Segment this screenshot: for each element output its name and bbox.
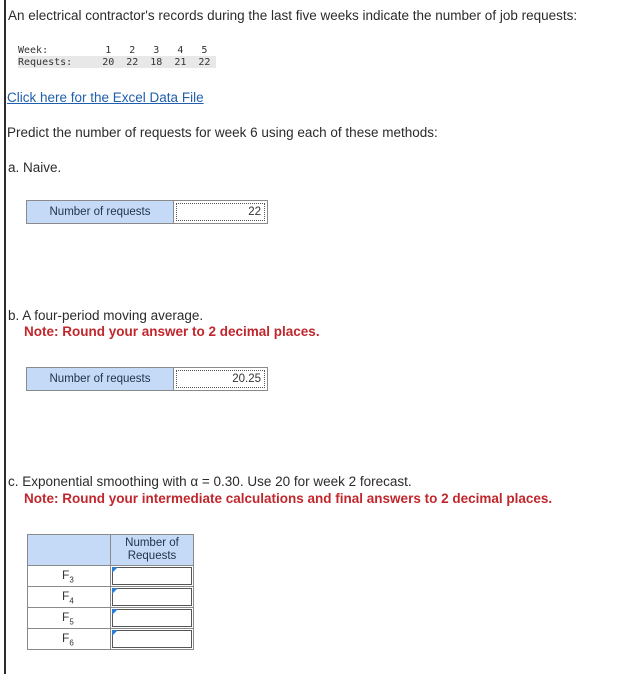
week-cell: 3: [153, 44, 160, 56]
input-flag-icon: [112, 609, 118, 615]
part-b-note: Note: Round your answer to 2 decimal places.: [24, 324, 320, 339]
es-header-row: [28, 535, 194, 566]
es-label-base: F: [62, 567, 70, 582]
es-row-label: [28, 566, 111, 587]
es-input-box[interactable]: [112, 630, 192, 648]
es-label-base: F: [62, 609, 70, 624]
es-input-f5[interactable]: [111, 608, 194, 629]
es-label-sub: 5: [69, 617, 74, 627]
es-input-f4[interactable]: [111, 587, 194, 608]
question-prompt: Predict the number of requests for week 6 using each of these methods:: [7, 125, 438, 140]
requests-cell: 20: [96, 56, 120, 68]
part-b-label: b. A four-period moving average.: [8, 308, 204, 323]
es-header-line2: Requests: [127, 550, 177, 562]
excel-data-file-link[interactable]: Click here for the Excel Data File: [7, 90, 204, 105]
part-a-answer-label: Number of requests: [27, 201, 174, 223]
job-requests-table: [18, 44, 216, 68]
es-row-f4: [28, 587, 194, 608]
es-row-label: [28, 587, 111, 608]
question-intro: An electrical contractor's records during the last five weeks indicate the number of job requests:: [8, 8, 578, 23]
part-a-label: a. Naive.: [8, 160, 62, 175]
week-cell: 1: [105, 44, 112, 56]
input-flag-icon: [112, 588, 118, 594]
week-cell: 5: [201, 44, 208, 56]
input-flag-icon: [112, 630, 118, 636]
es-row-label: [28, 608, 111, 629]
es-row-f5: [28, 608, 194, 629]
es-header-number-of-requests: [111, 535, 194, 566]
es-row-f6: [28, 629, 194, 650]
es-input-f6[interactable]: [111, 629, 194, 650]
requests-cell: 18: [144, 56, 168, 68]
exponential-smoothing-table: [27, 534, 194, 650]
es-header-line1: Number of: [125, 537, 179, 549]
es-input-f3[interactable]: [111, 566, 194, 587]
es-label-sub: 3: [69, 575, 74, 585]
es-header-blank: [28, 535, 111, 566]
part-c-note: Note: Round your intermediate calculations and final answers to 2 decimal places.: [24, 491, 553, 506]
part-a-answer-row: [26, 200, 268, 224]
left-border: [4, 0, 6, 674]
es-label-sub: 6: [69, 638, 74, 648]
requests-cell: 21: [168, 56, 192, 68]
es-input-box[interactable]: [112, 588, 192, 606]
es-label-base: F: [62, 630, 70, 645]
week-label: Week:: [18, 44, 49, 56]
input-flag-icon: [112, 567, 118, 573]
requests-cell: 22: [192, 56, 216, 68]
es-label-base: F: [62, 588, 70, 603]
week-row: [18, 44, 216, 56]
es-label-sub: 4: [69, 596, 74, 606]
es-input-box[interactable]: [112, 609, 192, 627]
part-c-label: c. Exponential smoothing with α = 0.30. Use 20 for week 2 forecast.: [8, 474, 412, 489]
week-cell: 2: [129, 44, 136, 56]
requests-cell: 22: [120, 56, 144, 68]
part-b-answer-row: [26, 367, 268, 391]
part-b-answer-input[interactable]: 20.25: [176, 370, 265, 388]
requests-label: Requests:: [18, 56, 96, 68]
es-input-box[interactable]: [112, 567, 192, 585]
requests-row: [18, 56, 216, 68]
part-a-answer-input[interactable]: 22: [176, 203, 265, 221]
es-row-label: [28, 629, 111, 650]
es-row-f3: [28, 566, 194, 587]
week-cell: 4: [177, 44, 184, 56]
part-b-answer-label: Number of requests: [27, 368, 174, 390]
